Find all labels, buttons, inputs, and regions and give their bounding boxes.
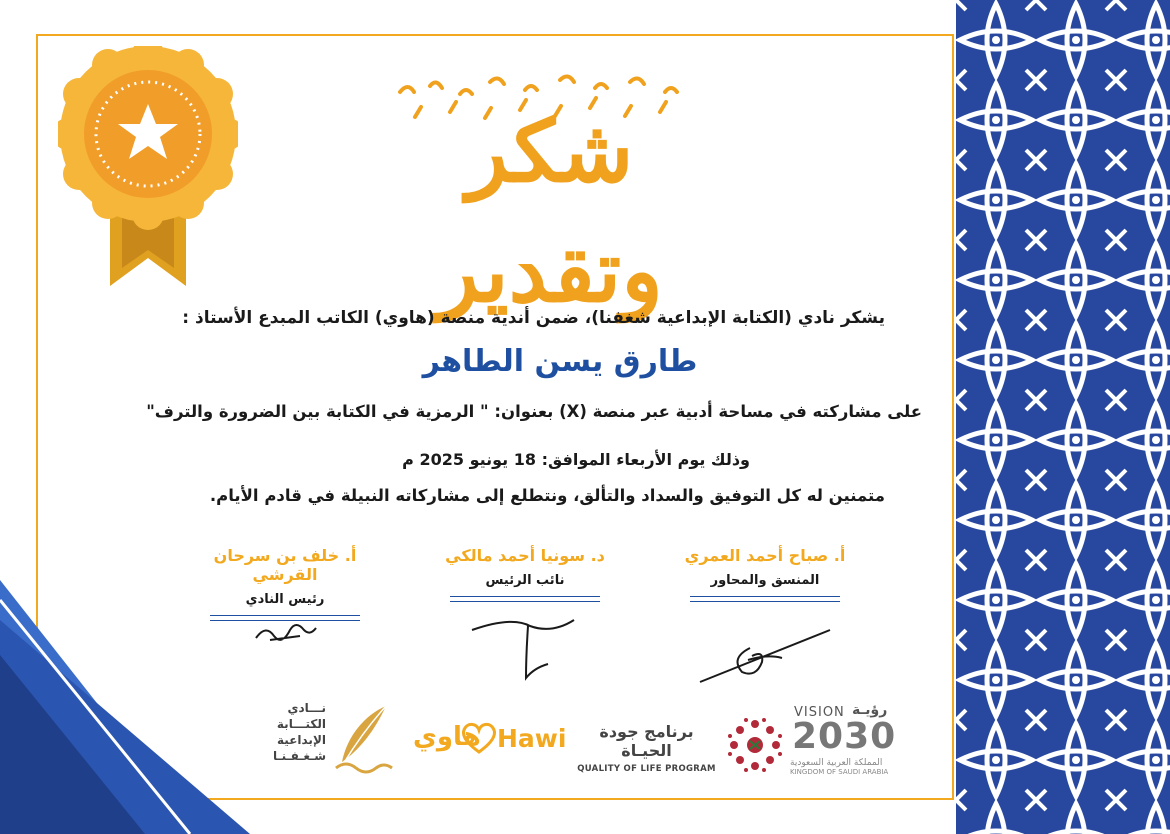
intro-line: يشكر نادي (الكتابة الإبداعية شغفنا)، ضمن أندية منصة (هاوي) الكاتب المبدع الأستاذ :	[182, 308, 885, 328]
club-line-4: شـغـفـنـا	[272, 749, 326, 763]
signatory-name: أ. خلف بن سرحان القرشي	[213, 546, 357, 584]
club-line-1: نـــادي	[287, 701, 326, 715]
vision-year: 2030	[792, 716, 897, 757]
signature-rule	[690, 596, 840, 602]
quality-of-life-logo	[574, 722, 719, 774]
recipient-name: طارق يسن الطاهر	[422, 344, 698, 379]
certificate-title: شكر وتقدير	[437, 101, 663, 323]
signatory-vice-president	[420, 546, 630, 602]
signatory-role: المنسق والمحاور	[710, 573, 820, 588]
vision-2030-logo	[726, 702, 901, 780]
signature-vice-president	[468, 612, 578, 682]
decorative-pattern-panel	[956, 0, 1170, 834]
hawi-logo	[405, 718, 567, 758]
saudi-emblem-icon	[726, 716, 784, 774]
qol-english: QUALITY OF LIFE PROGRAM	[577, 764, 716, 774]
signatory-president	[180, 546, 390, 621]
creative-writing-club-logo	[268, 700, 396, 780]
club-name-text	[256, 700, 326, 764]
kingdom-arabic: المملكة العربية السعودية	[790, 758, 883, 768]
kingdom-english: KINGDOM OF SAUDI ARABIA	[790, 768, 889, 776]
signatory-name: د. سونيا أحمد مالكي	[445, 546, 605, 565]
award-badge-icon	[58, 46, 238, 291]
hawi-english: Hawi	[497, 724, 567, 753]
vision-word: VISION	[794, 705, 845, 720]
signatory-coordinator	[660, 546, 870, 602]
qol-arabic: برنامج جودة الحيـاة	[599, 722, 694, 760]
club-line-2: الكتـــابة	[276, 717, 326, 731]
quill-feather-icon	[332, 702, 394, 774]
vision-arabic: رؤيـة	[852, 702, 888, 718]
signatory-role: رئيس النادي	[245, 592, 325, 607]
signatory-role: نائب الرئيس	[485, 573, 565, 588]
signature-coordinator	[690, 618, 840, 688]
wishes-line: متمنين له كل التوفيق والسداد والتألق، ونتطلع إلى مشاركاته النبيلة في قادم الأيام.	[209, 486, 885, 505]
date-line: وذلك يوم الأربعاء الموافق: 18 يونيو 2025 م	[402, 450, 750, 469]
signature-rule	[450, 596, 600, 602]
hawi-arabic: هاوي	[413, 722, 481, 752]
participation-line: على مشاركته في مساحة أدبية عبر منصة (X) بعنوان: " الرمزية في الكتابة بين الضرورة والترف"	[146, 402, 922, 421]
signature-president	[250, 614, 320, 650]
club-line-3: الإبداعية	[277, 733, 326, 747]
signatory-name: أ. صباح أحمد العمري	[684, 546, 846, 565]
